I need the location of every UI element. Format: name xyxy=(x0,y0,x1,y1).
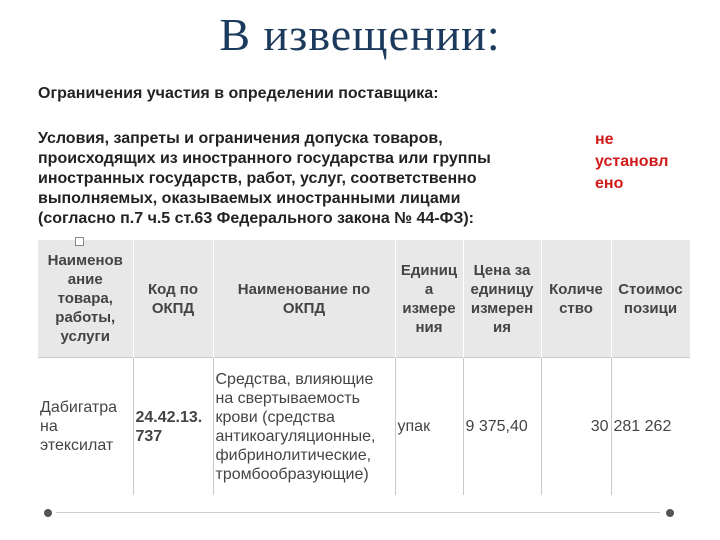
conditions-line: выполняемых, оказываемых иностранными лицами xyxy=(38,190,461,207)
status-line: не xyxy=(595,131,614,148)
conditions-line: происходящих из иностранного государства или группы xyxy=(38,150,491,167)
header-quantity: Количе ство xyxy=(541,240,611,358)
document-area xyxy=(38,85,690,500)
cell-okpd-code: 24.42.13. 737 xyxy=(133,358,213,496)
conditions-line: Условия, запреты и ограничения допуска товаров, xyxy=(38,130,443,147)
goods-table xyxy=(38,240,691,495)
cell-goods-name: Дабигатра на этексилат xyxy=(38,358,133,496)
header-okpd-code: Код по ОКПД xyxy=(133,240,213,358)
slide-title: В извещении: xyxy=(219,9,501,60)
conditions-line: (согласно п.7 ч.5 ст.63 Федерального закона № 44-ФЗ): xyxy=(38,210,475,227)
table-row xyxy=(38,358,690,496)
cell-quantity: 30 xyxy=(541,358,611,496)
cell-okpd-name: Средства, влияющие на свертываемость крови (средства антикоагуляционные, фибринолитические, тромбообразующие) xyxy=(213,358,395,496)
right-bullet-icon xyxy=(666,509,674,517)
conditions-line: иностранных государств, работ, услуг, соответственно xyxy=(38,170,477,187)
header-goods-name: Наименов ание товара, работы, услуги xyxy=(38,240,133,358)
table-header-row xyxy=(38,240,690,358)
status-line: установл xyxy=(595,153,669,170)
header-okpd-name: Наименование по ОКПД xyxy=(213,240,395,358)
cell-unit-price: 9 375,40 xyxy=(463,358,541,496)
status-not-set xyxy=(595,129,685,195)
header-unit: Единиц а измере ния xyxy=(395,240,463,358)
header-position-cost: Стоимос позици xyxy=(611,240,690,358)
checkbox-icon xyxy=(75,237,84,246)
cell-unit: упак xyxy=(395,358,463,496)
left-bullet-icon xyxy=(44,509,52,517)
conditions-text xyxy=(38,129,558,229)
cell-position-cost: 281 262 xyxy=(611,358,690,496)
footer-divider xyxy=(56,512,660,513)
header-unit-price: Цена за единицу измерен ия xyxy=(463,240,541,358)
restrictions-heading: Ограничения участия в определении поставщика: xyxy=(38,85,439,102)
status-line: ено xyxy=(595,175,624,192)
